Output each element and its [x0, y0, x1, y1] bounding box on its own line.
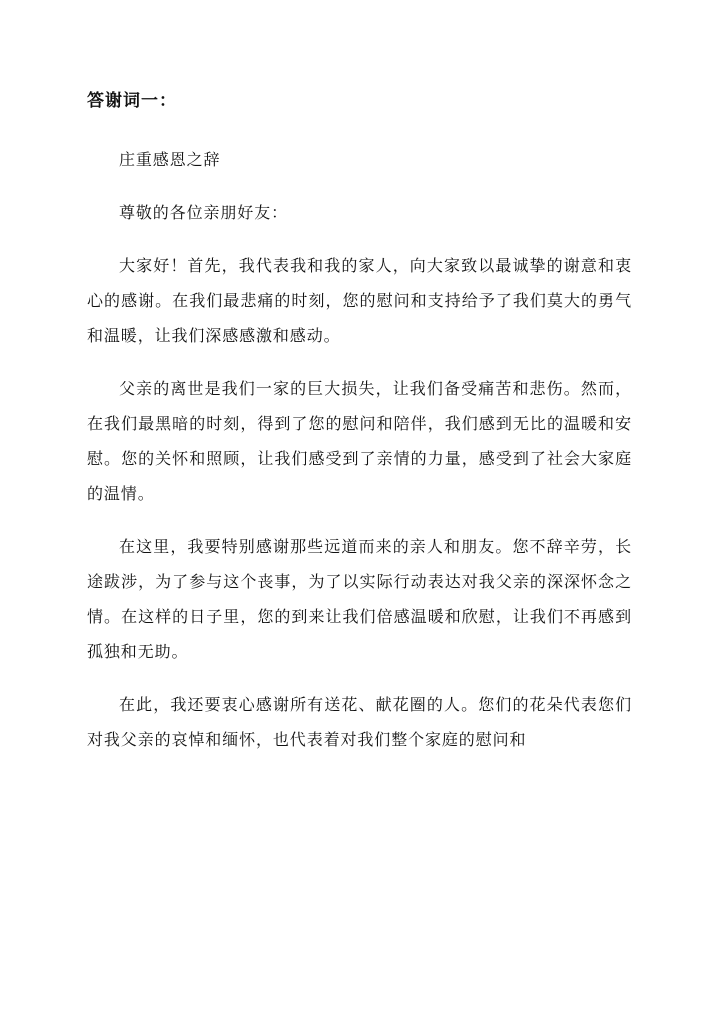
- paragraph-father: 父亲的离世是我们一家的巨大损失，让我们备受痛苦和悲伤。然而，在我们最黑暗的时刻，得到了您的慰问和陪伴，我们感到无比的温暖和安慰。您的关怀和照顾，让我们感受到了亲情的力量，感受到了社会大家庭的温情。: [87, 379, 632, 503]
- paragraph-greeting: 大家好！首先，我代表我和我的家人，向大家致以最诚挚的谢意和衷心的感谢。在我们最悲痛的时刻，您的慰问和支持给予了我们莫大的勇气和温暖，让我们深感感激和感动。: [87, 256, 632, 345]
- document-heading: 答谢词一：: [87, 91, 177, 111]
- paragraph-subtitle: 庄重感恩之辞: [119, 150, 221, 169]
- paragraph-relatives: 在这里，我要特别感谢那些远道而来的亲人和朋友。您不辞辛劳，长途跋涉，为了参与这个丧事，为了以实际行动表达对我父亲的深深怀念之情。在这样的日子里，您的到来让我们倍感温暖和欣慰，让我们不再感到孤独和无助。: [87, 537, 632, 661]
- paragraph-flowers: 在此，我还要衷心感谢所有送花、献花圈的人。您们的花朵代表您们对我父亲的哀悼和缅怀，也代表着对我们整个家庭的慰问和: [87, 695, 632, 749]
- paragraph-salutation: 尊敬的各位亲朋好友：: [119, 203, 289, 222]
- document-body: [87, 84, 632, 775]
